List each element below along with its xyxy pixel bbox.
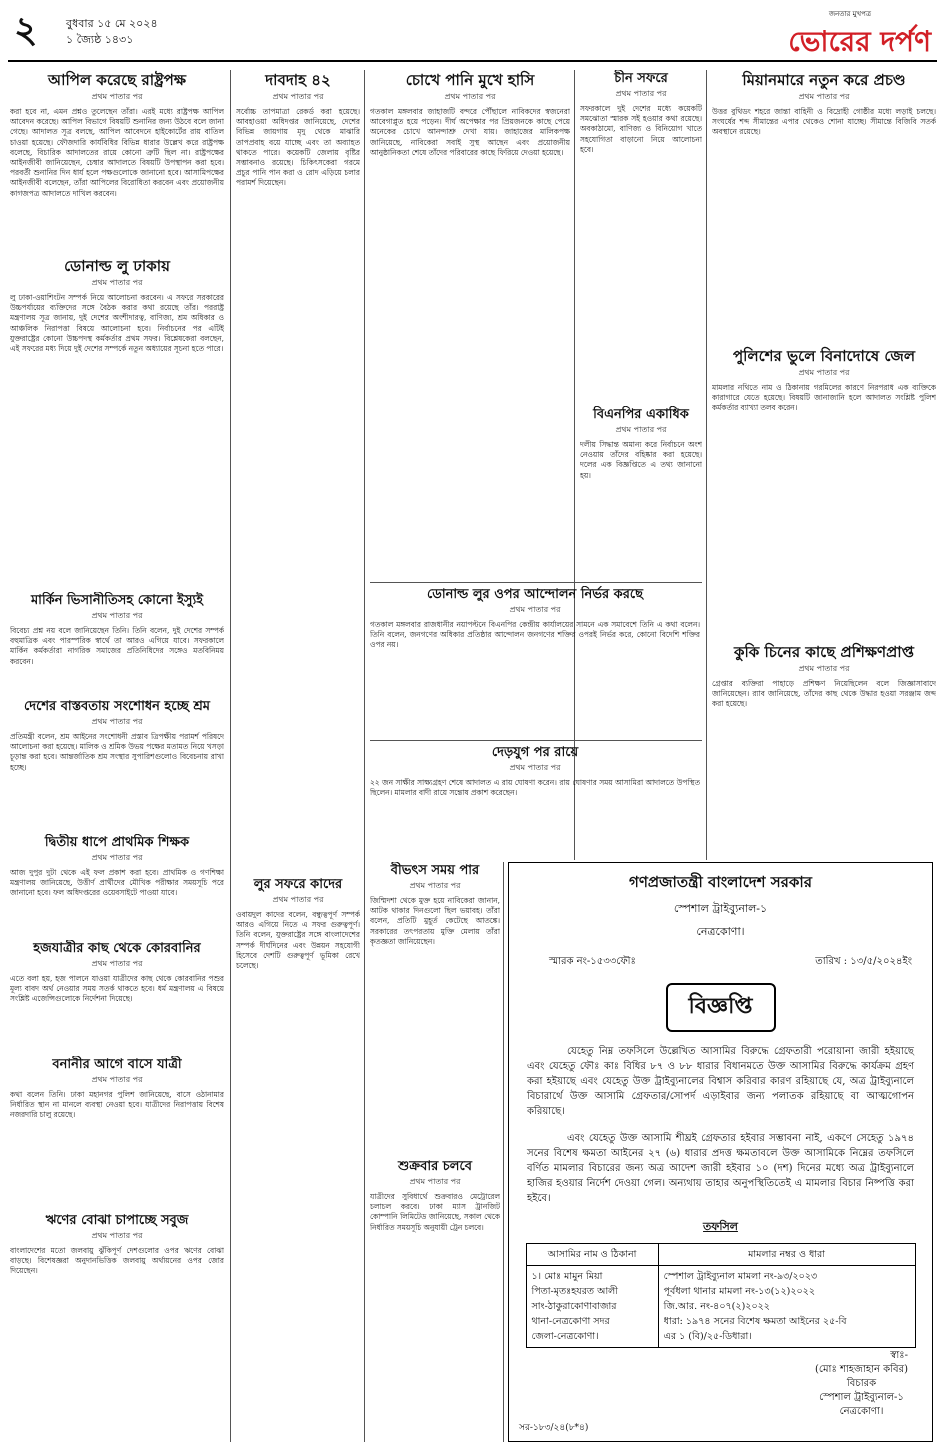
notice-paragraph-1: যেহেতু নিম্ন তফসিলে উল্লেখিত আসামির বিরুদ্ধে গ্রেফতারী পরোয়ানা জারী হইয়াছে এবং যেহেতু ফৌঃ কাঃ বিধির ৮৭ ও ৮৮ ধারার বিধানমতে উক্ত আসামির বিরুদ্ধে কার্যক্রম গ্রহণ করা হইয়াছে এবং যেহেতু উক্ত ট্রাইব্যুনালের বিশ্বাস করিবার কারণ রহিয়াছে যে, অত্র ট্রাইব্যুনালে বিচারার্থে উক্ত আসামি গ্রেফতার/সোপর্দ এড়াইবার জন্য পলাতক রহিয়াছে বা আত্মগোপন করিয়াছে। xyxy=(527,1046,914,1117)
article-police-mistake xyxy=(712,346,936,636)
article-body: যাত্রীদের সুবিধার্থে শুক্রবারও মেট্রোরেল চলাচল করবে। ঢাকা ম্যাস ট্রানজিট কোম্পানি লিমিটেড জানিয়েছে, সকাল থেকে নির্ধারিত সময়সূচি অনুযায়ী ট্রেন চলবে। xyxy=(370,1192,500,1232)
article-quader-lu xyxy=(236,876,360,1436)
accused-line: পিতা-মৃতঃহযরত আলী xyxy=(531,1286,618,1297)
article-heatwave xyxy=(236,70,360,870)
headline: বীভৎস সময় পার xyxy=(390,863,480,878)
case-line: জি.আর. নং-৪০৭(২)২০২২ xyxy=(663,1301,770,1312)
headline: দ্বিতীয় ধাপে প্রাথমিক শিক্ষক xyxy=(44,835,190,850)
byline: প্রথম পাতার পর xyxy=(798,92,850,101)
byline: প্রথম পাতার পর xyxy=(409,1177,461,1186)
accused-line: সাং-ঠাকুরাকোণাবাজার xyxy=(531,1301,617,1312)
case-line: এর ১ (বি)/২৫-ডিধারা। xyxy=(663,1331,752,1342)
schedule-title: তফসিল xyxy=(703,1220,738,1233)
byline: প্রথম পাতার পর xyxy=(509,605,561,614)
headline: পুলিশের ভুলে বিনাদোষে জেল xyxy=(732,347,916,365)
headline: ডোনাল্ড লুর ওপর আন্দোলন নির্ভর করছে xyxy=(426,587,644,602)
signatory-place: নেত্রকোণা। xyxy=(839,1406,884,1417)
signature-block xyxy=(815,1349,908,1419)
case-line: পূর্বধলা থানার মামলা নং-১৩(১২)২০২২ xyxy=(663,1286,816,1297)
headline: মিয়ানমারে নতুন করে প্রচণ্ড xyxy=(742,71,906,89)
article-myanmar xyxy=(712,70,936,340)
article-hajj-qurbani xyxy=(10,940,224,1050)
table-row xyxy=(526,1266,915,1348)
article-appeal xyxy=(10,70,224,250)
article-primary-teacher xyxy=(10,834,224,934)
table-header-row xyxy=(526,1244,915,1266)
byline: প্রথম পাতার পর xyxy=(91,1231,143,1240)
headline: চীন সফরে xyxy=(614,71,668,86)
schedule-table xyxy=(526,1243,916,1348)
headline: বনানীর আগে বাসে যাত্রী xyxy=(52,1057,182,1072)
page-number: ২ xyxy=(14,9,38,51)
article-body: উত্তর বুথিডং শহরে জান্তা বাহিনী ও বিদ্রোহী গোষ্ঠীর মধ্যে লড়াই চলছে। সংঘর্ষের শব্দ সীমান্তের এপার থেকেও শোনা যাচ্ছে। সীমান্তে বিজিবি সতর্ক অবস্থানে রয়েছে। xyxy=(712,107,936,137)
article-body: ওবায়দুল কাদের বলেন, বন্ধুত্বপূর্ণ সম্পর্ক আরও এগিয়ে নিতে এ সফর গুরুত্বপূর্ণ। তিনি বলেন, যুক্তরাষ্ট্রের সঙ্গে বাংলাদেশের সম্পর্ক দীর্ঘদিনের এবং উন্নয়ন সহযোগী হিসেবে দেশটি গুরুত্বপূর্ণ ভূমিকা রেখে চলেছে। xyxy=(236,910,360,971)
headline: আপিল করেছে রাষ্ট্রপক্ষ xyxy=(48,71,186,89)
brand-name: ভোরের দর্পণ xyxy=(788,25,931,58)
headline: দাবদাহ ৪২ xyxy=(265,71,331,89)
headline: দেশের বাস্তবতায় সংশোধন হচ্ছে শ্রম xyxy=(24,699,210,714)
byline: প্রথম পাতার পর xyxy=(91,853,143,862)
accused-line: ১। মোঃ মামুন মিয়া xyxy=(531,1271,603,1282)
byline: প্রথম পাতার পর xyxy=(91,717,143,726)
brand-tagline: জনতার মুখপত্র xyxy=(828,10,871,18)
court-notice xyxy=(508,862,933,1442)
article-green-debt xyxy=(10,1212,224,1332)
headline: চোখে পানি মুখে হাসি xyxy=(405,71,535,89)
byline: প্রথম পাতার পর xyxy=(444,92,496,101)
byline: প্রথম পাতার পর xyxy=(91,92,143,101)
article-body: কথা বলেন তিনি। ঢাকা মহানগর পুলিশ জানিয়েছে, বাসে ওঠানামার নির্ধারিত স্থান না মানলে ব্যবস্থা নেওয়া হবে। যাত্রীদের নিরাপত্তায় বিশেষ নজরদারি চালু রয়েছে। xyxy=(10,1090,224,1120)
article-donald-lu-dhaka xyxy=(10,256,224,586)
notice-title: বিজ্ঞপ্তি xyxy=(666,983,776,1032)
notice-office: স্পেশাল ট্রাইব্যুনাল-১ xyxy=(673,902,768,915)
byline: প্রথম পাতার পর xyxy=(798,368,850,377)
article-body: গতকাল মঙ্গলবার রাজধানীর নয়াপল্টনে বিএনপির কেন্দ্রীয় কার্যালয়ের সামনে এক সমাবেশে তিনি এ কথা বলেন। তিনি বলেন, জনগণের অধিকার প্রতিষ্ঠার আন্দোলন জনগণের শক্তির ওপরই নির্ভর করে, কোনো বিদেশি শক্তির ওপর নয়। xyxy=(370,620,700,650)
headline: ডোনাল্ড লু ঢাকায় xyxy=(64,257,170,275)
headline: ঋণের বোঝা চাপাচ্ছে সবুজ xyxy=(45,1213,189,1228)
date-line-2: ১ জ্যৈষ্ঠ ১৪৩১ xyxy=(66,33,134,46)
byline: প্রথম পাতার পর xyxy=(91,611,143,620)
article-kuki-chin xyxy=(712,642,936,852)
table-header-case: মামলার নম্বর ও ধারা xyxy=(658,1244,915,1266)
article-body: প্রতিমন্ত্রী বলেন, শ্রম আইনের সংশোধনী প্রস্তাব ত্রিপক্ষীয় পরামর্শ পরিষদে আলোচনা করা হয়েছে। মালিক ও শ্রমিক উভয় পক্ষের মতামত নিয়ে খসড়া চূড়ান্ত করা হবে। আন্তর্জাতিক শ্রম সংস্থার সুপারিশগুলোও বিবেচনায় রাখা হচ্ছে। xyxy=(10,732,224,772)
article-body: মামলার নথিতে নাম ও ঠিকানায় গরমিলের কারণে নিরপরাধ এক ব্যক্তিকে কারাগারে যেতে হয়েছে। বিষয়টি জানাজানি হলে আদালত সংশ্লিষ্ট পুলিশ কর্মকর্তার ব্যাখ্যা তলব করেন। xyxy=(712,383,936,413)
column-1 xyxy=(10,70,224,1444)
article-horrible-time xyxy=(370,862,500,1152)
date-line-1: বুধবার ১৫ মে ২০২৪ xyxy=(66,17,158,30)
headline: মার্কিন ভিসানীতিসহ কোনো ইস্যুই xyxy=(30,593,204,608)
masthead xyxy=(8,6,937,62)
headline: কুকি চিনের কাছে প্রশিক্ষণপ্রাপ্ত xyxy=(734,643,914,661)
article-donald-lu-movement xyxy=(370,586,700,736)
byline: প্রথম পাতার পর xyxy=(272,92,324,101)
article-body: করা হবে না, এমন প্রশ্নও তুলেছেন তাঁরা। এরই মধ্যে রাষ্ট্রপক্ষ আপিল আবেদন করেছে। আপিল বিভাগে বিষয়টি শুনানির জন্য উঠবে বলে জানা গেছে। আদালত সূত্র বলছে, আপিল আবেদনে হাইকোর্টের রায় বাতিল চাওয়া হয়েছে। ফৌজদারি কার্যবিধির বিভিন্ন ধারার উল্লেখ করে রাষ্ট্রপক্ষ বলেছে, বিচারিক আদালতের রায়ে কোনো ত্রুটি ছিল না। রাষ্ট্রপক্ষের আইনজীবী জানিয়েছেন, চেম্বার আদালতে বিষয়টি উপস্থাপন করা হবে। পরবর্তী শুনানির দিন ধার্য হলে পক্ষগুলোকে জানানো হবে। আসামিপক্ষের আইনজীবী বলেছেন, তাঁরা আপিলের বিরোধিতা করবেন এবং প্রয়োজনীয় কাগজপত্র আদালতে দাখিল করবেন। xyxy=(10,107,224,198)
article-body: আজ দুপুর দুটা থেকে এই ফল প্রকাশ করা হবে। প্রাথমিক ও গণশিক্ষা মন্ত্রণালয় জানিয়েছে, উত্তীর্ণ প্রার্থীদের মৌখিক পরীক্ষার সময়সূচি পরে জানানো হবে। ফল অধিদপ্তরের ওয়েবসাইটে পাওয়া যাবে। xyxy=(10,868,224,898)
byline: প্রথম পাতার পর xyxy=(272,895,324,904)
article-friday-metro xyxy=(370,1158,500,1438)
article-banani-bus xyxy=(10,1056,224,1206)
signatory-office: স্পেশাল ট্রাইব্যুনাল-১ xyxy=(819,1392,904,1403)
accused-line: জেলা-নেত্রকোণা। xyxy=(531,1331,599,1342)
article-labour-law xyxy=(10,698,224,828)
headline: হজযাত্রীর কাছ থেকে কোরবানির xyxy=(33,941,201,956)
article-body: ২২ জন সাক্ষীর সাক্ষ্যগ্রহণ শেষে আদালত এ রায় ঘোষণা করেন। রায় ঘোষণার সময় আসামিরা আদালতে উপস্থিত ছিলেন। মামলার বাদী রায়ে সন্তোষ প্রকাশ করেছেন। xyxy=(370,778,700,798)
byline: প্রথম পাতার পর xyxy=(615,425,667,434)
sign-label: স্বাঃ- xyxy=(890,1350,908,1361)
case-cell xyxy=(658,1266,915,1348)
case-line: ধারা: ১৯৭৪ সনের বিশেষ ক্ষমতা আইনের ২৫-বি xyxy=(663,1316,847,1327)
accused-line: থানা-নেত্রকোণা সদর xyxy=(531,1316,610,1327)
article-verdict xyxy=(370,744,700,856)
article-body: সর্বোচ্চ তাপমাত্রা রেকর্ড করা হয়েছে। আবহাওয়া অধিদপ্তর জানিয়েছে, দেশের বিভিন্ন জায়গায় মৃদু থেকে মাঝারি তাপপ্রবাহ বয়ে যাচ্ছে এবং তা অব্যাহত থাকতে পারে। কয়েকটি জেলায় বৃষ্টির সম্ভাবনাও রয়েছে। চিকিৎসকেরা গরমে প্রচুর পানি পান করা ও রোদ এড়িয়ে চলার পরামর্শ দিয়েছেন। xyxy=(236,107,360,188)
article-china-visit xyxy=(580,70,702,400)
article-tears-smile xyxy=(370,70,570,590)
article-body: দলীয় সিদ্ধান্ত অমান্য করে নির্বাচনে অংশ নেওয়ায় তাঁদের বহিষ্কার করা হয়েছে। দলের এক বিজ্ঞপ্তিতে এ তথ্য জানানো হয়। xyxy=(580,440,702,480)
column-3 xyxy=(370,70,570,860)
newspaper-logo xyxy=(788,8,931,67)
notice-paragraph-2: এবং যেহেতু উক্ত আসামি শীঘ্রই গ্রেফতার হইবার সম্ভাবনা নাই, একণে সেহেতু ১৯৭৪ সনের বিশেষ ক্ষমতা আইনের ২৭ (৬) ধারার প্রদত্ত ক্ষমতাবলে উক্ত আসামিকে নিম্নের তফসিলে বর্ণিত মামলার বিচারের জন্য অত্র আদেশ জারী হইবার ১০ (দশ) দিনের মধ্যে অত্র ট্রাইব্যুনালে হাজির হওয়ার নির্দেশ দেওয়া গেল। অন্যথায় তাহার অনুপস্থিতিতেই এ মামলার বিচার নিষ্পত্তি করা হইবে। xyxy=(527,1133,914,1204)
article-body: বাংলাদেশের মতো জলবায়ু ঝুঁকিপূর্ণ দেশগুলোর ওপর ঋণের বোঝা বাড়ছে। বিশেষজ্ঞরা অনুদানভিত্তিক জলবায়ু অর্থায়নের ওপর জোর দিয়েছেন। xyxy=(10,1246,224,1276)
column-2 xyxy=(236,70,360,1444)
byline: প্রথম পাতার পর xyxy=(91,1075,143,1084)
headline: বিএনপির একাধিক xyxy=(593,407,689,422)
notice-reference: সর-১৮৩/২৪(৮*৪) xyxy=(519,1423,589,1433)
signatory-name: (মোঃ শাহজাহান কবির) xyxy=(815,1364,908,1375)
notice-place: নেত্রকোণা। xyxy=(696,925,745,938)
byline: প্রথম পাতার পর xyxy=(509,763,561,772)
notice-memo: স্মারক নং-১৫৩৩ফৌঃ xyxy=(549,956,636,967)
article-body: লু ঢাকা-ওয়াশিংটন সম্পর্ক নিয়ে আলোচনা করবেন। এ সফরে সরকারের উচ্চপর্যায়ের ব্যক্তিদের সঙ্গে বৈঠক করার কথা রয়েছে তাঁর। পররাষ্ট্র মন্ত্রণালয় সূত্র জানায়, দুই দেশের অংশীদারত্ব, বাণিজ্য, শ্রম অধিকার ও আঞ্চলিক নিরাপত্তা বিষয়ে আলোচনা হবে। নির্বাচনের পর এটিই যুক্তরাষ্ট্রের কোনো উচ্চপদস্থ কর্মকর্তার প্রথম সফর। বিশ্লেষকেরা বলছেন, এই সফরের মধ্য দিয়ে দুই দেশের সম্পর্কে নতুন অধ্যায়ের সূচনা হতে পারে। xyxy=(10,293,224,354)
date-block xyxy=(66,16,158,48)
byline: প্রথম পাতার পর xyxy=(615,89,667,98)
case-line: স্পেশাল ট্রাইব্যুনাল মামলা নং-৯৩/২০২৩ xyxy=(663,1271,818,1282)
accused-cell xyxy=(526,1266,658,1348)
notice-date: তারিখ : ১৩/৫/২০২৪ইং xyxy=(815,956,912,967)
byline: প্রথম পাতার পর xyxy=(409,881,461,890)
table-header-accused: আসামির নাম ও ঠিকানা xyxy=(526,1244,658,1266)
article-body: গতকাল মঙ্গলবার জাহাজটি বন্দরে পৌঁছালে নাবিকদের স্বজনেরা আবেগাপ্লুত হয়ে পড়েন। দীর্ঘ অপেক্ষার পর প্রিয়জনকে কাছে পেয়ে অনেকের চোখে আনন্দাশ্রু দেখা যায়। জাহাজের মালিকপক্ষ জানিয়েছে, নাবিকেরা সবাই সুস্থ আছেন এবং প্রয়োজনীয় আনুষ্ঠানিকতা শেষে তাঁদের পরিবারের কাছে ফিরিয়ে দেওয়া হয়েছে। xyxy=(370,107,570,157)
headline: দেড়যুগ পর রায়ে xyxy=(491,745,579,760)
byline: প্রথম পাতার পর xyxy=(798,664,850,673)
article-body: বিবেচ্য প্রশ্ন নয় বলে জানিয়েছেন তিনি। তিনি বলেন, দুই দেশের সম্পর্ক বহুমাত্রিক এবং পারস্পরিক স্বার্থে তা আরও এগিয়ে যাবে। সফরকালে মার্কিন কর্মকর্তারা নাগরিক সমাজের প্রতিনিধিদের সঙ্গেও মতবিনিময় করবেন। xyxy=(10,626,224,666)
article-body: এতে বলা হয়, হজ পালনে যাওয়া যাত্রীদের কাছ থেকে কোরবানির পশুর মূল্য বাবদ অর্থ নেওয়ার সময় সতর্ক থাকতে হবে। ধর্ম মন্ত্রণালয় এ বিষয়ে সংশ্লিষ্ট এজেন্সিগুলোকে নির্দেশনা দিয়েছে। xyxy=(10,974,224,1004)
article-bnp-multiple xyxy=(580,406,702,576)
article-body: সফরকালে দুই দেশের মধ্যে কয়েকটি সমঝোতা স্মারক সই হওয়ার কথা রয়েছে। অবকাঠামো, বাণিজ্য ও বিনিয়োগ খাতে সহযোগিতা বাড়ানো নিয়ে আলোচনা হবে। xyxy=(580,104,702,154)
article-us-visa xyxy=(10,592,224,692)
column-3-lower xyxy=(370,862,500,1444)
column-5 xyxy=(712,70,936,860)
headline: শুক্রবার চলবে xyxy=(398,1159,472,1174)
byline: প্রথম পাতার পর xyxy=(91,959,143,968)
article-body: গ্রেপ্তার ব্যক্তিরা পাহাড়ে প্রশিক্ষণ নিয়েছিলেন বলে জিজ্ঞাসাবাদে জানিয়েছেন। র‍্যাব জানিয়েছে, তাঁদের কাছ থেকে উদ্ধার হওয়া সরঞ্জাম জব্দ করা হয়েছে। xyxy=(712,679,936,709)
article-body: জিম্মিদশা থেকে মুক্ত হয়ে নাবিকেরা জানান, আটক থাকার দিনগুলো ছিল ভয়াবহ। তাঁরা বলেন, প্রতিটি মুহূর্ত কেটেছে আতঙ্কে। সরকারের তৎপরতায় মুক্তি মেলায় তাঁরা কৃতজ্ঞতা জানিয়েছেন। xyxy=(370,896,500,946)
notice-heading: গণপ্রজাতন্ত্রী বাংলাদেশ সরকার xyxy=(629,873,812,891)
byline: প্রথম পাতার পর xyxy=(91,278,143,287)
headline: লুর সফরে কাদের xyxy=(253,877,343,892)
notice-memo-row xyxy=(509,942,932,971)
signatory-role: বিচারক xyxy=(846,1378,877,1389)
column-4 xyxy=(580,70,702,580)
